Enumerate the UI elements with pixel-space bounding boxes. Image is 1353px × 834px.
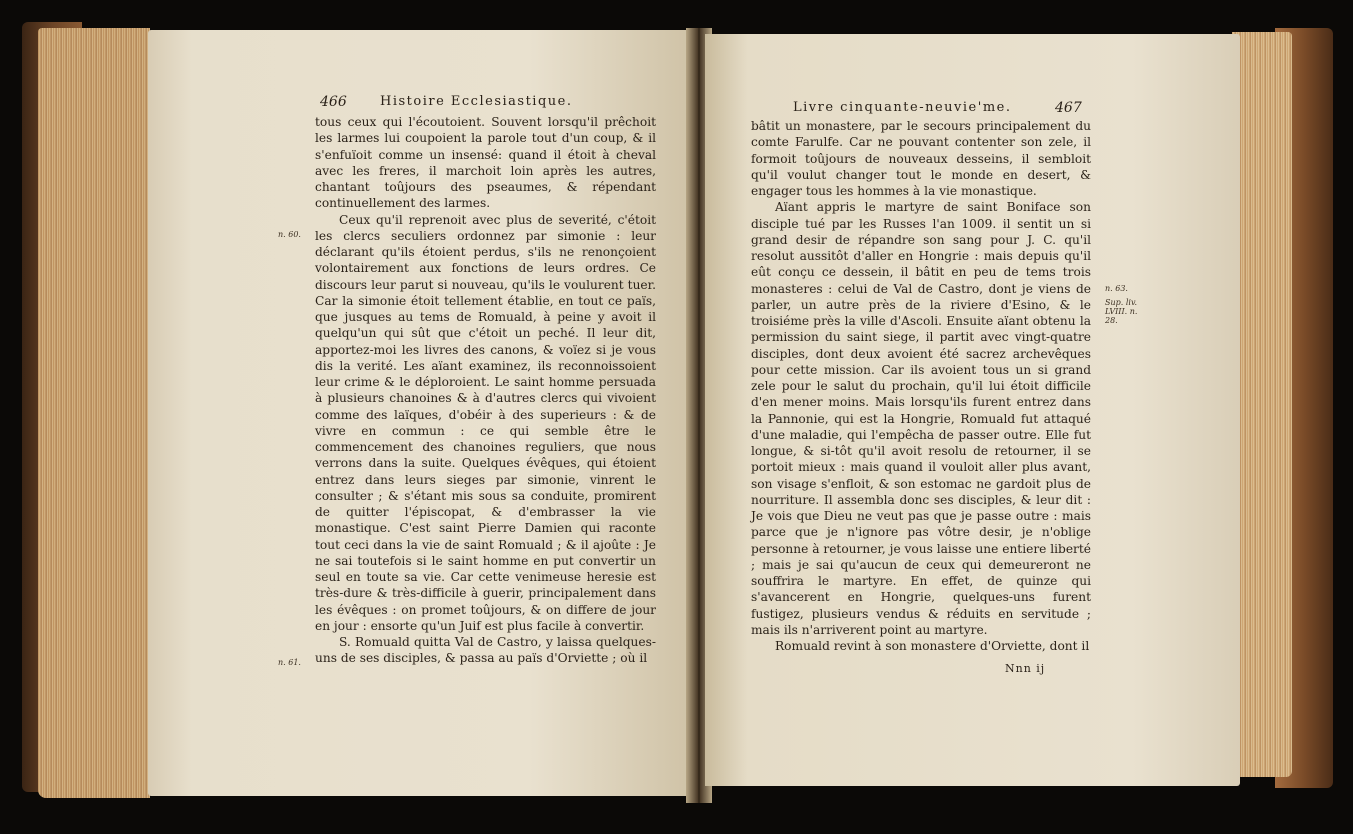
right-body-text: [751, 118, 1091, 654]
left-page-number: 466: [320, 94, 347, 110]
right-page: [705, 34, 1240, 786]
right-paragraph-3: Romuald revint à son monastere d'Orviette, dont il: [775, 639, 1090, 653]
left-paragraph-2: Ceux qu'il reprenoit avec plus de severité, c'étoit les clercs seculiers ordonnez par simonie : leur déclarant qu'ils étoient perdus, s'ils ne renonçoient volontairement aux fonctions de leurs ordres. Ce discours leur parut si nouveau, qu'ils le voulurent tuer. Car la simonie étoit tellement établie, en tout ce païs, que jusques au tems de Romuald, à peine y avoit il quelqu'un qui sût que c'étoit un peché. Il leur dit, apportez-moi les livres des canons, & voïez si je vous dis la verité. Les aïant examinez, ils reconnoissoient leur crime & le déploroient. Le saint homme persuada à plusieurs chanoines & à d'autres clercs qui vivoient comme des laïques, d'obéir à des superieurs : & de vivre en commun : ce qui semble être le commencement des chanoines reguliers, que nous verrons dans la suite. Quelques évêques, qui étoient entrez dans leurs sieges par simonie, vinrent le consulter ; & s'étant mis sous sa conduite, promirent de quitter l'épiscopat, & d'embrasser la vie monastique. C'est saint Pierre Damien qui raconte tout ceci dans la vie de saint Romuald ; & il ajoûte : Je ne sai toutefois si le saint homme en put convertir un seul en toute sa vie. Car cette venimeuse heresie est très-dure & très-difficile à guerir, principalement dans les évêques : on promet toûjours, & on differe de jour en jour : ensorte qu'un Juif est plus facile à convertir.: [315, 212, 656, 633]
right-page-number: 467: [1055, 100, 1082, 116]
left-margin-note-2: n. 61.: [278, 658, 301, 667]
right-margin-note-1: n. 63.: [1105, 284, 1128, 293]
right-margin-note-2: Sup. liv. LVIII. n. 28.: [1105, 298, 1138, 325]
left-body-text: [315, 114, 656, 667]
page-edges-right: [1232, 32, 1292, 777]
signature-mark: Nnn ij: [1005, 662, 1046, 675]
right-running-head: Livre cinquante-neuvie'me.: [793, 100, 1012, 115]
left-running-head: Histoire Ecclesiastique.: [380, 94, 573, 109]
right-paragraph-2: Aïant appris le martyre de saint Boniface son disciple tué par les Russes l'an 1009. il sentit un si grand desir de répandre son sang pour J. C. qu'il resolut aussitôt d'aller en Hongrie : mais depuis qu'il eût conçu ce dessein, il bâtit en peu de tems trois monasteres : celui de Val de Castro, dont je viens de parler, un autre près de la riviere d'Esino, & le troisiéme près la ville d'Ascoli. Ensuite aïant obtenu la permission du saint siege, il partit avec vingt-quatre disciples, dont deux avoient été sacrez archevêques pour cette mission. Car ils avoient tous un si grand zele pour le salut du prochain, qu'il lui étoit difficile d'en mener moins. Mais lorsqu'ils furent entrez dans la Pannonie, qui est la Hongrie, Romuald fut attaqué d'une maladie, qui l'empêcha de passer outre. Elle fut longue, & si-tôt qu'il avoit resolu de retourner, il se portoit mieux : mais quand il vouloit aller plus avant, son visage s'enfloit, & son estomac ne gardoit plus de nourriture. Il assembla donc ses disciples, & leur dit : Je vois que Dieu ne veut pas que je passe outre : mais parce que je n'ignore pas vôtre desir, je n'oblige personne à retourner, je vous laisse une entiere liberté ; mais je sai qu'aucun de ceux qui demeureront ne souffrira le martyre. En effet, de quinze qui s'avancerent en Hongrie, quelques-uns furent fustigez, plusieurs vendus & réduits en servitude ; mais ils n'arriverent point au martyre.: [751, 200, 1091, 637]
left-paragraph-3: S. Romuald quitta Val de Castro, y laissa quelques-uns de ses disciples, & passa au païs d'Orviette ; où il: [315, 635, 656, 666]
left-page: [148, 30, 693, 796]
left-margin-note-1: n. 60.: [278, 230, 301, 239]
left-paragraph-1: tous ceux qui l'écoutoient. Souvent lorsqu'il prêchoit les larmes lui coupoient la parole tout d'un coup, & il s'enfuïoit comme un insensé: quand il étoit à cheval avec les freres, il marchoit loin après les autres, chantant toûjours des pseaumes, & répendant continuellement des larmes.: [315, 115, 656, 211]
page-edges-left: [38, 28, 150, 798]
right-paragraph-1: bâtit un monastere, par le secours principalement du comte Farulfe. Car ne pouvant contenter son zele, il formoit toûjours de nouveaux desseins, il sembloit qu'il voulut changer tout le monde en desert, & engager tous les hommes à la vie monastique.: [751, 119, 1091, 198]
